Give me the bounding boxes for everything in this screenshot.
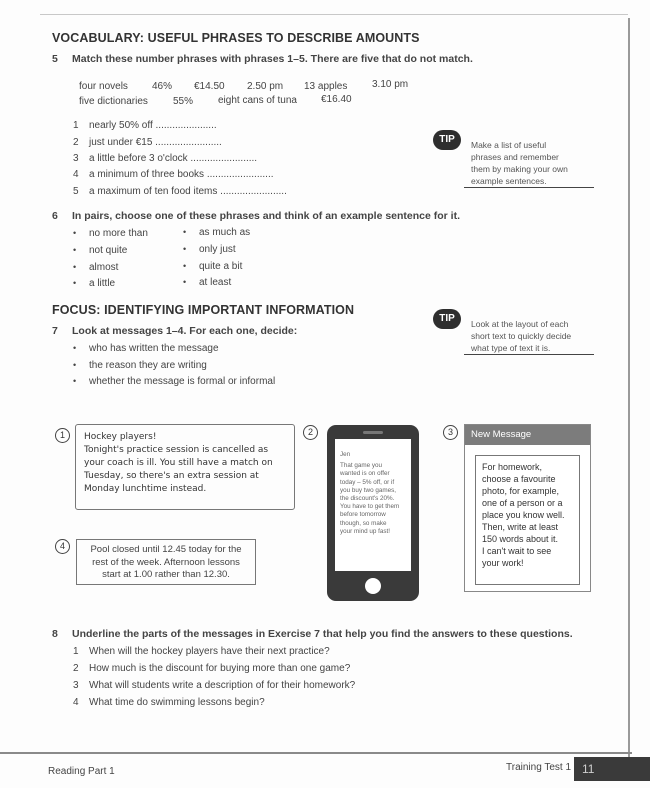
message-line: 150 words about it.	[482, 534, 559, 544]
match-item-text: a maximum of ten food items ........................	[89, 186, 287, 197]
message-line: your mind up fast!	[340, 527, 391, 535]
question-6-text: In pairs, choose one of these phrases and think of an example sentence for it.	[72, 210, 461, 222]
match-item	[73, 186, 287, 197]
tip-rule	[464, 354, 594, 355]
new-message-window	[464, 424, 591, 592]
message-line: rest of the week. Afternoon lessons	[92, 556, 240, 568]
question-item	[73, 663, 350, 674]
tip-text	[471, 139, 568, 187]
option: 55%	[173, 96, 194, 107]
tip-badge: TIP	[433, 309, 461, 329]
match-item	[73, 137, 222, 148]
message-line: Pool closed until 12.45 today for the	[90, 544, 242, 555]
message-1-note	[75, 424, 295, 510]
tip-line: phrases and remember	[471, 152, 559, 162]
tip-rule	[464, 187, 594, 188]
bottom-rule	[0, 752, 632, 754]
message-4-number: 4	[55, 539, 70, 554]
new-message-body	[475, 455, 580, 585]
match-item-text: a minimum of three books ........................	[89, 169, 274, 180]
focus-bullet: • the reason they are writing	[73, 360, 207, 371]
message-line: choose a favourite	[482, 474, 556, 484]
option: eight cans of tuna	[218, 95, 297, 106]
question-item-text: What time do swimming lessons begin?	[89, 697, 265, 708]
question-item	[73, 697, 265, 708]
message-line: though, so make	[340, 519, 387, 527]
message-line: place you know well.	[482, 510, 565, 520]
question-6-number: 6	[52, 210, 58, 222]
message-line: the discount's 20%.	[340, 495, 395, 503]
message-line: start at 1.00 rather than 12.30.	[102, 569, 230, 580]
message-line: That game you	[340, 462, 383, 470]
message-line: your work!	[482, 558, 524, 568]
message-2-number: 2	[303, 425, 318, 440]
message-3-number: 3	[443, 425, 458, 440]
message-line: Jen	[340, 451, 351, 458]
phrase-item: • a little	[73, 278, 115, 289]
match-item-number: 4	[73, 169, 79, 180]
message-4-notice	[76, 539, 256, 585]
question-7-number: 7	[52, 325, 58, 337]
message-line: you buy two games,	[340, 486, 397, 494]
question-8-number: 8	[52, 628, 58, 640]
message-line: Hockey players!	[84, 432, 157, 442]
phrase-item: • not quite	[73, 245, 127, 256]
question-8-text: Underline the parts of the messages in Exercise 7 that help you find the answers to these questions.	[72, 628, 573, 640]
option: 13 apples	[304, 81, 348, 92]
top-rule	[40, 14, 628, 15]
phrase-item: • no more than	[73, 228, 148, 239]
question-5-number: 5	[52, 53, 58, 65]
match-item-text: nearly 50% off ......................	[89, 120, 217, 131]
phrase-item: • quite a bit	[183, 261, 242, 272]
match-item-text: just under €15 ........................	[89, 137, 222, 148]
tip-line: Look at the layout of each	[471, 319, 569, 329]
match-item-number: 2	[73, 137, 79, 148]
new-message-header: New Message	[465, 425, 590, 445]
option: €14.50	[194, 81, 225, 92]
message-line: before tomorrow	[340, 511, 386, 519]
footer-test-label: Training Test 1	[506, 762, 572, 773]
phrase-item: • as much as	[183, 227, 250, 238]
question-item-text: What will students write a description of for their homework?	[89, 680, 356, 691]
tip-text	[471, 318, 571, 354]
tip-line: example sentences.	[471, 176, 547, 186]
match-item-number: 1	[73, 120, 79, 131]
tip-line: what type of text it is.	[471, 343, 551, 353]
message-2-text	[340, 451, 412, 536]
message-line: I can't wait to see	[482, 546, 552, 556]
message-line: your coach is ill. You still have a match on	[84, 458, 273, 468]
tip-line: Make a list of useful	[471, 140, 547, 150]
option: €16.40	[321, 94, 352, 105]
footer-section-label: Reading Part 1	[48, 766, 115, 777]
focus-bullet: • who has written the message	[73, 343, 219, 354]
phone-speaker	[363, 431, 383, 434]
footer-page-number: 11	[574, 757, 650, 781]
message-line: Tuesday, so there's an extra session at	[84, 471, 259, 481]
question-8	[52, 628, 573, 640]
match-item	[73, 169, 274, 180]
page-edge	[628, 18, 630, 760]
option: four novels	[79, 81, 128, 92]
phrase-item: • at least	[183, 277, 231, 288]
question-5	[52, 53, 473, 65]
message-line: one of a person or a	[482, 498, 563, 508]
match-item-number: 5	[73, 186, 79, 197]
message-line: today – 5% off, or if	[340, 478, 395, 486]
question-item-number: 3	[73, 680, 79, 691]
message-line: Then, write at least	[482, 522, 559, 532]
option: five dictionaries	[79, 96, 148, 107]
tip-badge: TIP	[433, 130, 461, 150]
match-item	[73, 153, 257, 164]
message-line: For homework,	[482, 462, 543, 472]
message-line: Tonight's practice session is cancelled as	[84, 445, 269, 455]
question-item	[73, 680, 355, 691]
question-item-number: 1	[73, 646, 79, 657]
vocab-heading: VOCABULARY: USEFUL PHRASES TO DESCRIBE AMOUNTS	[52, 31, 420, 45]
question-item	[73, 646, 330, 657]
tip-line: short text to quickly decide	[471, 331, 572, 341]
option: 2.50 pm	[247, 81, 284, 92]
match-item	[73, 120, 217, 131]
question-6	[52, 210, 460, 222]
question-item-number: 2	[73, 663, 79, 674]
option: 3.10 pm	[372, 79, 409, 90]
question-5-text: Match these number phrases with phrases 1–5. There are five that do not match.	[72, 53, 473, 65]
option: 46%	[152, 81, 173, 92]
question-7-text: Look at messages 1–4. For each one, decide:	[72, 325, 298, 337]
message-line: photo, for example,	[482, 486, 560, 496]
tip-line: them by making your own	[471, 164, 568, 174]
phrase-item: • almost	[73, 262, 118, 273]
match-item-number: 3	[73, 153, 79, 164]
question-item-text: When will the hockey players have their next practice?	[89, 646, 330, 657]
question-item-text: How much is the discount for buying more than one game?	[89, 663, 351, 674]
match-item-text: a little before 3 o'clock ........................	[89, 153, 258, 164]
focus-heading: FOCUS: IDENTIFYING IMPORTANT INFORMATION	[52, 303, 355, 317]
focus-bullet: • whether the message is formal or informal	[73, 376, 275, 387]
message-line: You have to get them	[340, 503, 400, 511]
message-line: Monday lunchtime instead.	[84, 484, 207, 494]
question-item-number: 4	[73, 697, 79, 708]
phone-home-button	[365, 578, 381, 594]
phrase-item: • only just	[183, 244, 236, 255]
message-line: wanted is on offer	[340, 470, 390, 478]
message-1-number: 1	[55, 428, 70, 443]
question-7	[52, 325, 297, 337]
